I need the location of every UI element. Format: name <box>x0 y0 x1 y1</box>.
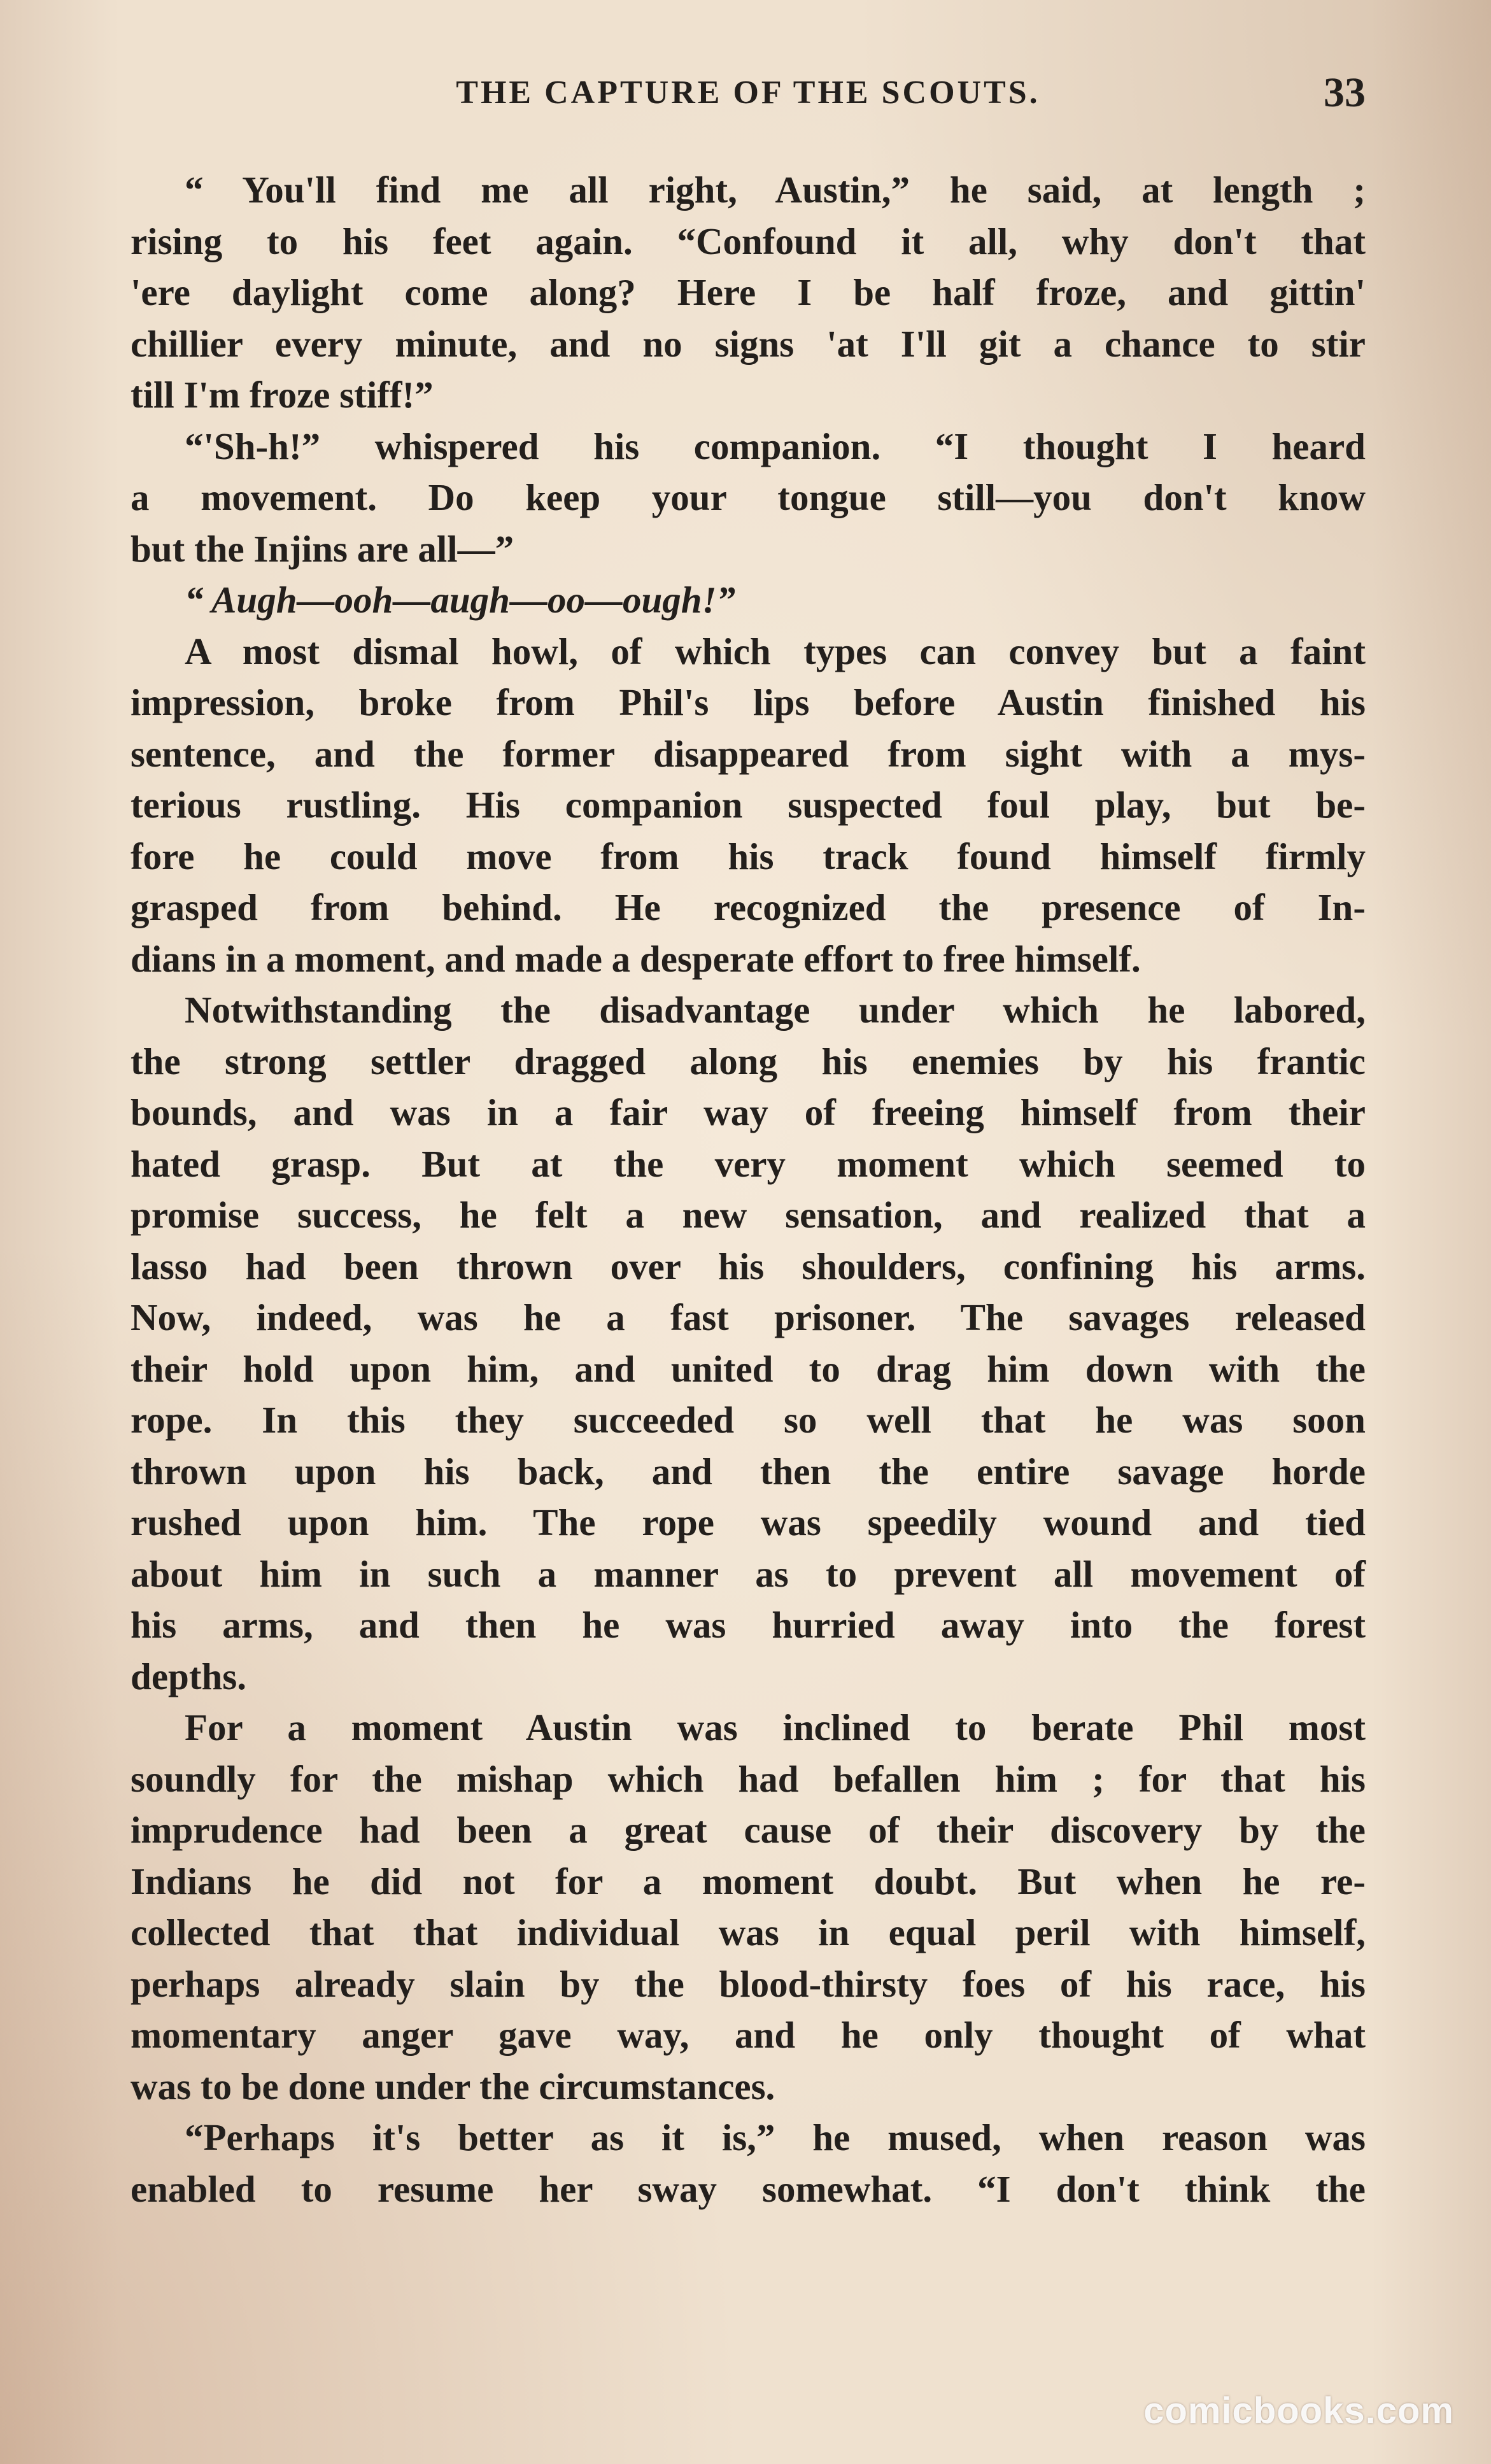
text-line: 'ere daylight come along? Here I be half froze, and gittin' <box>131 271 1366 313</box>
body-text <box>131 164 1366 2214</box>
text-line: terious rustling. His companion suspected foul play, but be- <box>131 784 1366 826</box>
text-line: “Perhaps it's better as it is,” he mused, when reason was <box>185 2116 1366 2158</box>
text-line: momentary anger gave way, and he only thought of what <box>131 2014 1366 2056</box>
text-line: thrown upon his back, and then the entire savage horde <box>131 1450 1366 1492</box>
text-line: Now, indeed, was he a fast prisoner. The savages released <box>131 1296 1366 1338</box>
page-header <box>131 69 1366 120</box>
text-line: impression, broke from Phil's lips before Austin finished his <box>131 681 1366 723</box>
text-line: depths. <box>131 1655 246 1697</box>
text-line: their hold upon him, and united to drag him down with the <box>131 1347 1366 1390</box>
text-line: rushed upon him. The rope was speedily wound and tied <box>131 1501 1366 1543</box>
text-line: Indians he did not for a moment doubt. But when he re- <box>131 1860 1366 1902</box>
text-line: dians in a moment, and made a desperate effort to free himself. <box>131 937 1141 980</box>
text-line: bounds, and was in a fair way of freeing himself from their <box>131 1091 1366 1133</box>
text-line: promise success, he felt a new sensation, and realized that a <box>131 1194 1366 1236</box>
text-line: rope. In this they succeeded so well that he was soon <box>131 1399 1366 1441</box>
text-line: imprudence had been a great cause of their discovery by the <box>131 1809 1366 1851</box>
watermark: comicbooks.com <box>1143 2390 1454 2432</box>
text-line: grasped from behind. He recognized the presence of In- <box>131 886 1366 928</box>
text-line: For a moment Austin was inclined to berate Phil most <box>185 1706 1366 1748</box>
running-head: THE CAPTURE OF THE SCOUTS. <box>456 74 1040 111</box>
text-line: was to be done under the circumstances. <box>131 2065 775 2107</box>
page-number: 33 <box>1324 69 1366 116</box>
text-line: chillier every minute, and no signs 'at I'll git a chance to stir <box>131 322 1366 365</box>
text-line: but the Injins are all—” <box>131 527 514 570</box>
text-line: lasso had been thrown over his shoulders, confining his arms. <box>131 1245 1366 1287</box>
text-line: Notwithstanding the disadvantage under which he labored, <box>185 989 1366 1031</box>
text-line: fore he could move from his track found himself firmly <box>131 835 1366 877</box>
text-line: the strong settler dragged along his enemies by his frantic <box>131 1040 1366 1082</box>
text-line: a movement. Do keep your tongue still—you don't know <box>131 476 1366 518</box>
text-line: “'Sh-h!” whispered his companion. “I thought I heard <box>185 425 1366 467</box>
text-line: till I'm froze stiff!” <box>131 374 434 416</box>
text-line: enabled to resume her sway somewhat. “I don't think the <box>131 2167 1366 2210</box>
text-line: rising to his feet again. “Confound it all, why don't that <box>131 220 1366 262</box>
text-line: hated grasp. But at the very moment which seemed to <box>131 1142 1366 1185</box>
text-line: “ Augh—ooh—augh—oo—ough!” <box>185 579 736 621</box>
text-line: perhaps already slain by the blood-thirsty foes of his race, his <box>131 1962 1366 2005</box>
text-line: his arms, and then he was hurried away into the forest <box>131 1604 1366 1646</box>
text-line: soundly for the mishap which had befallen him ; for that his <box>131 1757 1366 1800</box>
text-line: about him in such a manner as to prevent all movement of <box>131 1552 1366 1595</box>
text-line: A most dismal howl, of which types can convey but a faint <box>185 630 1366 672</box>
text-line: “ You'll find me all right, Austin,” he said, at length ; <box>185 169 1366 211</box>
text-line: collected that that individual was in equal peril with himself, <box>131 1911 1366 1953</box>
text-line: sentence, and the former disappeared from sight with a mys- <box>131 732 1366 775</box>
